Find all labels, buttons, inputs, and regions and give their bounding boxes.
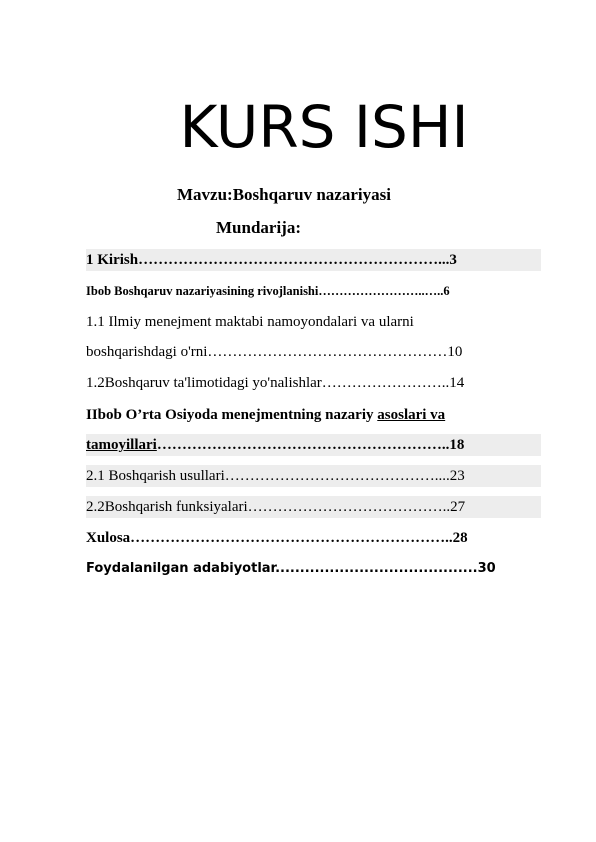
- toc-item-iibob-text: IIbob O’rta Osiyoda menejmentning nazariy: [86, 407, 378, 423]
- toc-item-iibob-line2: [86, 434, 541, 456]
- toc-item-2-1: 2.1 Boshqarish usullari……………………………………....23: [86, 465, 541, 487]
- toc-item-iibob-line1: [86, 404, 541, 426]
- toc-item-iibob-underlined-2: tamoyillari: [86, 437, 157, 453]
- toc-item-1-1-line2: boshqarishdagi o'rni…………………………………………10: [86, 344, 463, 360]
- toc-item-iibob-underlined: asoslari va: [377, 407, 446, 423]
- toc-item-kirish: 1 Kirish……………………………………………………...3: [86, 249, 541, 271]
- toc-heading: Mundarija:: [216, 218, 301, 237]
- topic-line: Mavzu:Boshqaruv nazariyasi: [177, 185, 391, 204]
- toc-item-1-2: 1.2Boshqaruv ta'limotidagi yo'nalishlar……………………..14: [86, 375, 465, 391]
- toc-item-xulosa: Xulosa………………………………………………………..28: [86, 530, 468, 546]
- toc-item-2-2: 2.2Boshqarish funksiyalari…………………………………..27: [86, 496, 541, 518]
- toc-item-adabiyotlar: Foydalanilgan adabiyotlar.........................................30: [86, 561, 496, 576]
- toc-item-iibob-leader: …………………………………………………..18: [156, 437, 465, 453]
- toc-item-ibob: Ibob Boshqaruv nazariyasining rivojlanishi……………………..…..6: [86, 284, 450, 298]
- page-title: KURS ISHI: [179, 93, 469, 161]
- toc-item-1-1-line1: 1.1 Ilmiy menejment maktabi namoyondalari va ularni: [86, 314, 414, 330]
